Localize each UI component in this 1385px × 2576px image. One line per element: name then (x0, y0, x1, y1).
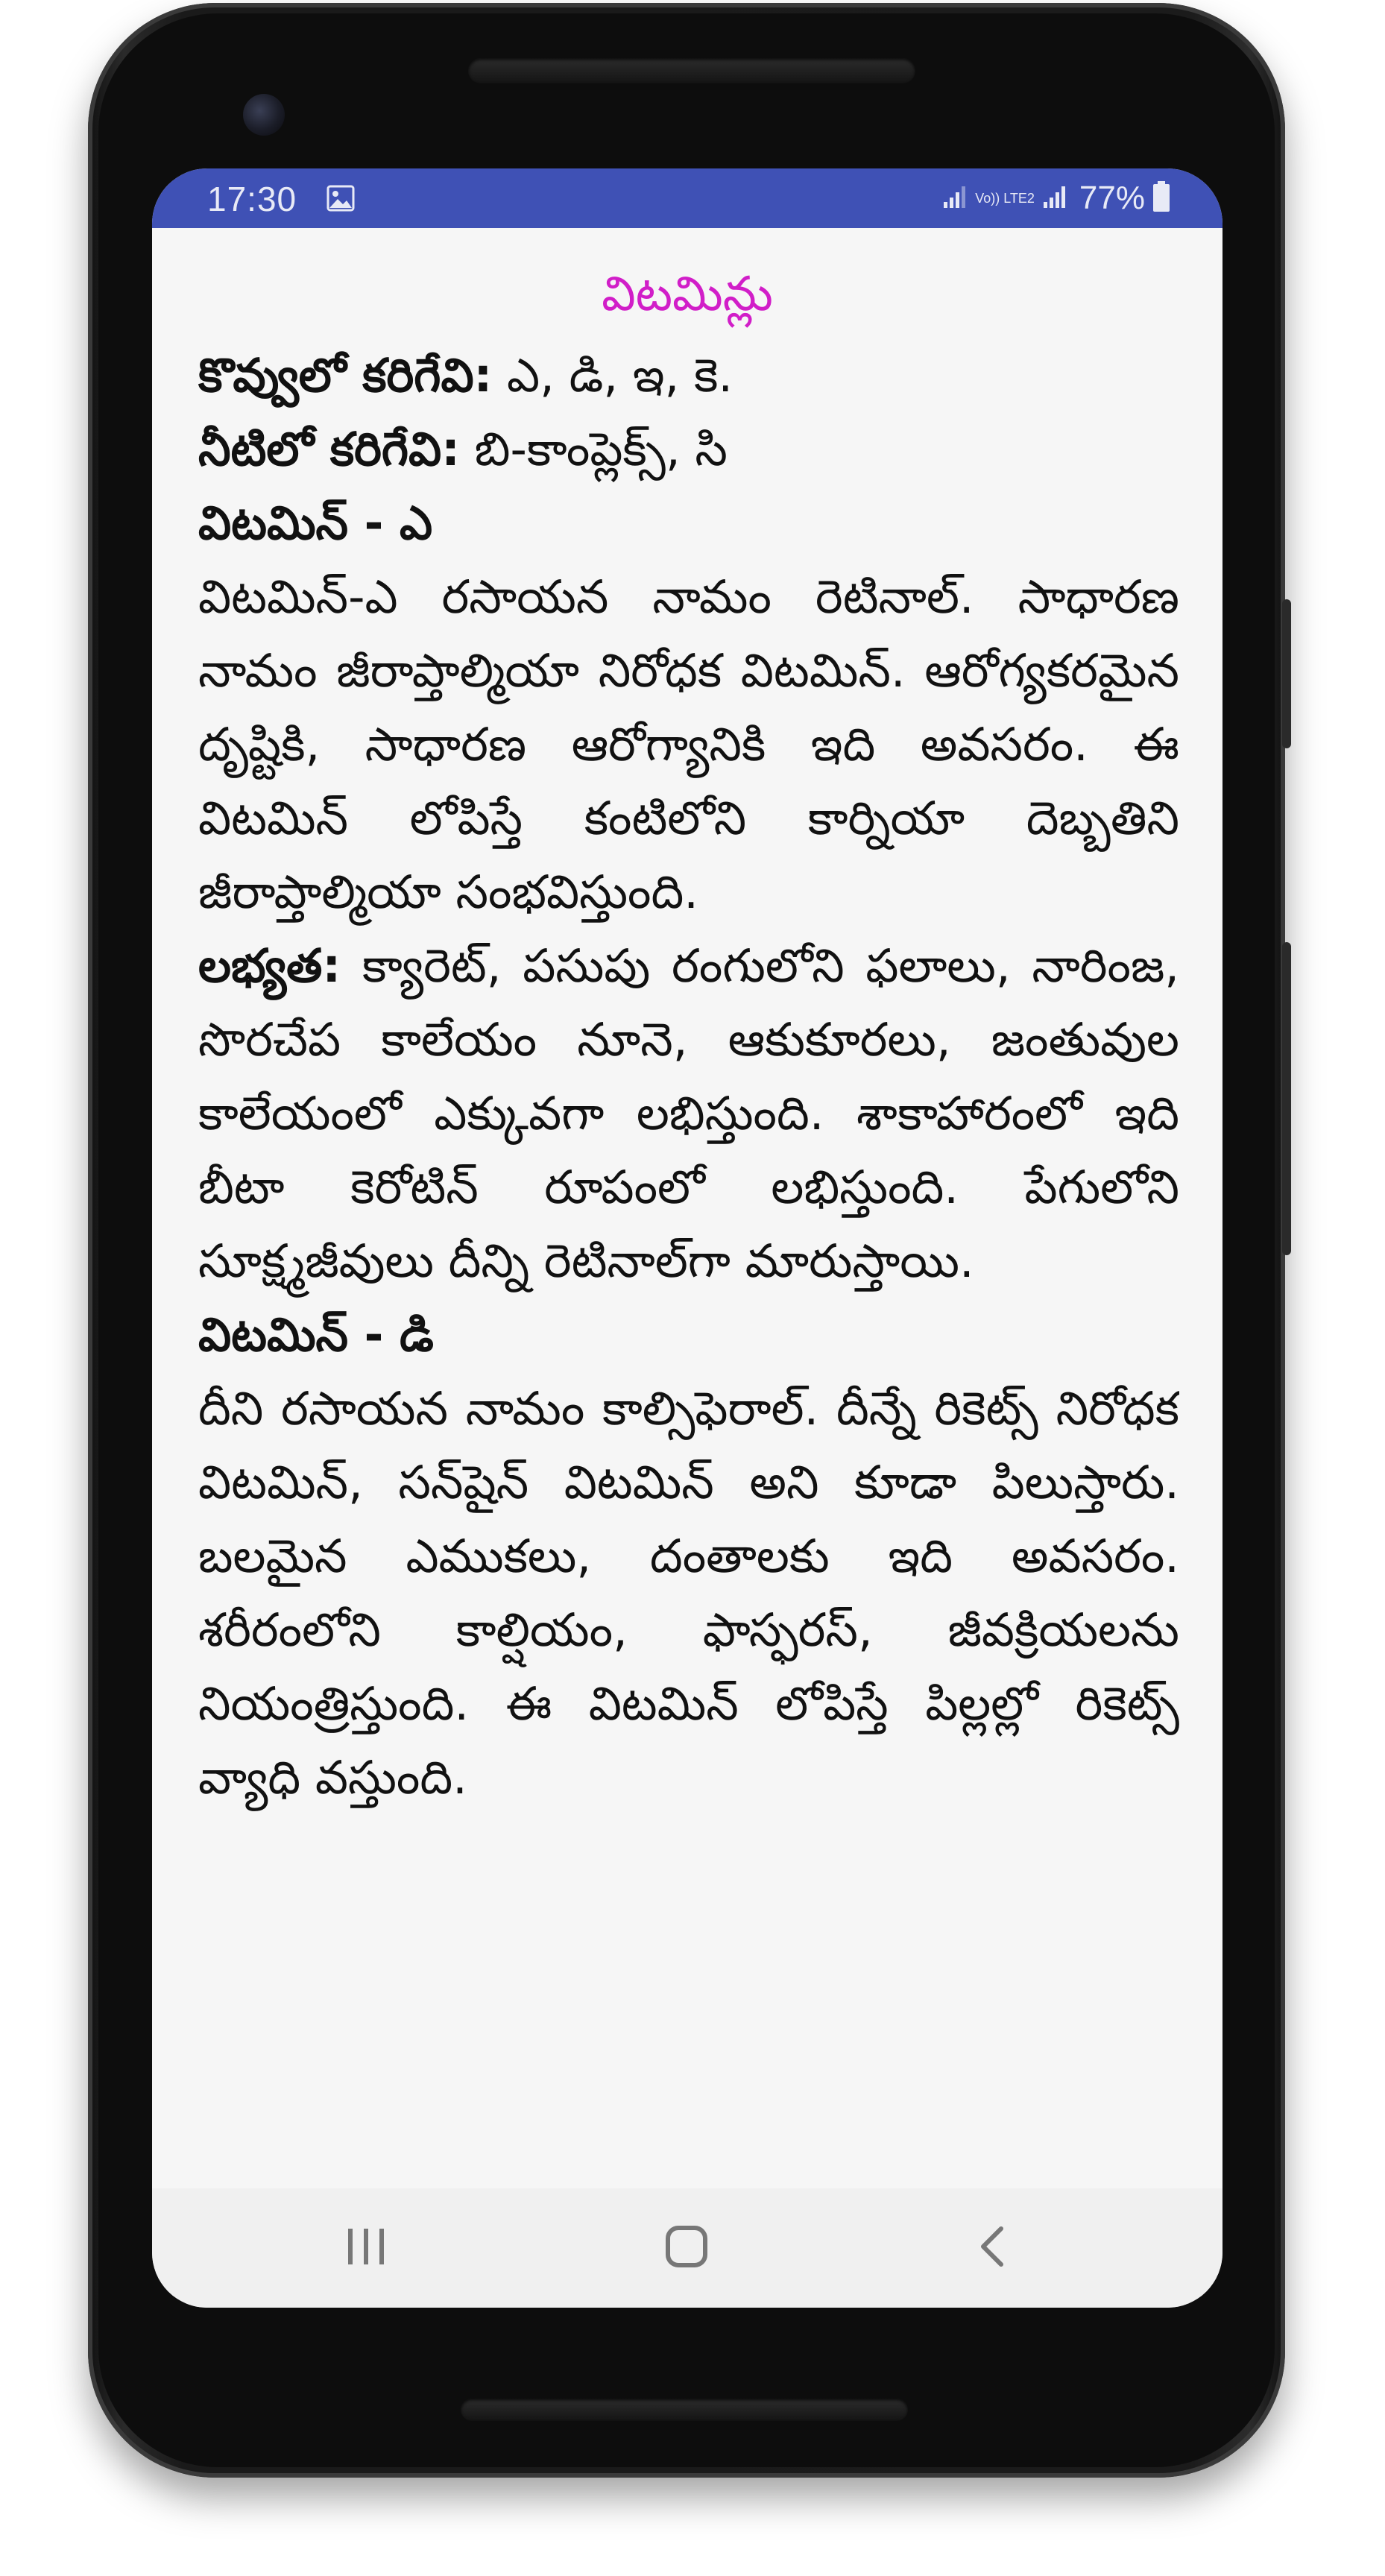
vitamin-d-heading: విటమిన్ - డి (198, 1307, 434, 1362)
signal-icon-2 (1042, 184, 1067, 212)
front-camera (243, 94, 285, 136)
vitamin-a-heading: విటమిన్ - ఎ (198, 496, 433, 550)
phone-screen (152, 168, 1222, 2308)
status-indicators (942, 177, 1170, 219)
fat-soluble-label: కొవ్వులో కరిగేవి: (198, 348, 493, 402)
signal-icon-1 (942, 184, 968, 212)
navigation-bar (152, 2188, 1222, 2308)
back-icon (976, 2224, 1009, 2272)
earpiece-speaker (468, 58, 915, 83)
recent-apps-icon (344, 2226, 388, 2270)
recent-apps-button[interactable] (325, 2218, 407, 2278)
home-icon (664, 2224, 709, 2272)
fat-soluble-line (198, 338, 1179, 412)
vitamin-d-paragraph: దీని రసాయన నామం కాల్సిఫెరాల్. దీన్నే రికెట్స్ నిరోధక విటమిన్, సన్‌షైన్ విటమిన్ అని కూడా పిలుస్తారు. బలమైన ఎముకలు, దంతాలకు ఇది అవసరం. శరీరంలోని కాల్షియం, ఫాస్ఫరస్, జీవక్రియలను నియంత్రిస్తుంది. ఈ విటమిన్ లోపిస్తే పిల్లల్లో రికెట్స్ వ్యాధి వస్తుంది. (198, 1381, 1179, 1805)
page-title: విటమిన్లు (602, 267, 773, 322)
vitamin-a-paragraph: విటమిన్-ఎ రసాయన నామం రెటినాల్. సాధారణ నామం జీరాప్తాల్మియా నిరోధక విటమిన్. ఆరోగ్యకరమైన దృష్టికి, సాధారణ ఆరోగ్యానికి ఇది అవసరం. ఈ విటమిన్ లోపిస్తే కంటిలోని కార్నియా దెబ్బతిని జీరాప్తాల్మియా సంభవిస్తుంది. (198, 569, 1179, 919)
availability-paragraph (198, 929, 1179, 1298)
power-button (1282, 599, 1291, 748)
bottom-speaker (461, 2399, 908, 2421)
volume-button (1282, 942, 1291, 1255)
article-body (198, 338, 1179, 1814)
battery-percentage: 77% (1079, 180, 1145, 216)
water-soluble-line (198, 412, 1179, 486)
gallery-notification-icon (326, 185, 355, 212)
availability-label: లభ్యత: (198, 938, 341, 993)
home-button[interactable] (646, 2218, 728, 2278)
status-bar (152, 168, 1222, 228)
fat-soluble-value: ఎ, డి, ఇ, కె. (492, 348, 733, 402)
article-content[interactable] (198, 338, 1179, 1935)
volte-indicator: Vo)) LTE2 (975, 191, 1035, 206)
water-soluble-label: నీటిలో కరిగేవి: (198, 422, 460, 476)
back-button[interactable] (951, 2218, 1033, 2278)
battery-icon (1152, 181, 1170, 215)
water-soluble-value: బి-కాంప్లెక్స్, సి (459, 422, 728, 476)
availability-text: క్యారెట్, పసుపు రంగులోని ఫలాలు, నారింజ, సొరచేప కాలేయం నూనె, ఆకుకూరలు, జంతువుల కాలేయంలో ఎక్కువగా లభిస్తుంది. శాకాహారంలో ఇది బీటా కెరోటిన్ రూపంలో లభిస్తుంది. పేగులోని సూక్ష్మజీవులు దీన్ని రెటినాల్‌గా మారుస్తాయి. (198, 938, 1179, 1288)
status-time: 17:30 (207, 180, 297, 218)
